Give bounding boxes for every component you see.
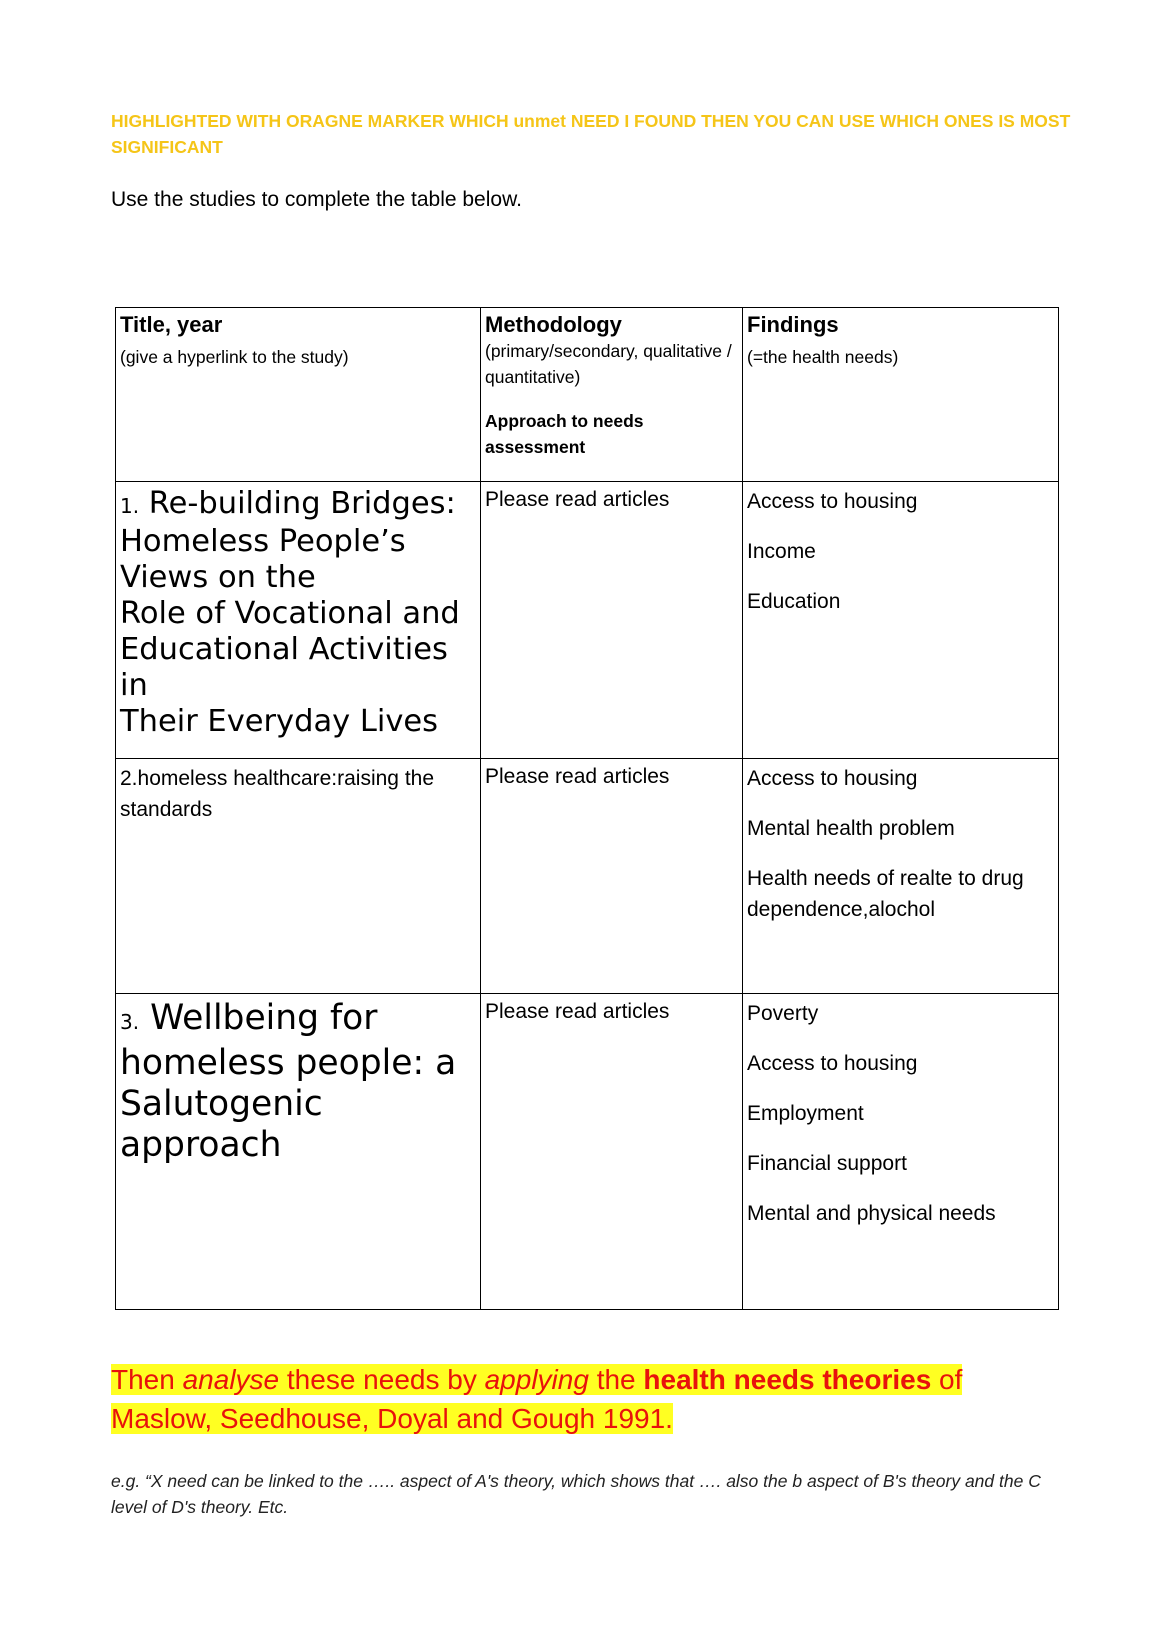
finding-item: Health needs of realte to drug dependence,alochol bbox=[747, 867, 1024, 921]
studies-table bbox=[115, 307, 1059, 1310]
methodology-cell bbox=[481, 482, 743, 759]
instruction-text: Use the studies to complete the table below. bbox=[111, 188, 522, 211]
study-number: 3. bbox=[120, 1010, 140, 1034]
finding-item: Mental health problem bbox=[747, 817, 955, 840]
table-header-row bbox=[116, 308, 1059, 482]
header-methodology-sub: (primary/secondary, qualitative / quantitative) bbox=[485, 341, 732, 387]
findings-cell bbox=[743, 482, 1059, 759]
finding-item: Mental and physical needs bbox=[747, 1202, 996, 1225]
finding-item: Access to housing bbox=[747, 1052, 918, 1075]
study-title-cell bbox=[116, 994, 481, 1310]
header-methodology: Methodology bbox=[485, 312, 622, 337]
table-row bbox=[116, 759, 1059, 994]
study-title: 2.homeless healthcare:raising the standards bbox=[120, 767, 435, 821]
header-approach: Approach to needs assessment bbox=[485, 411, 644, 457]
finding-item: Employment bbox=[747, 1102, 864, 1125]
header-findings: Findings bbox=[747, 312, 839, 337]
finding-item: Financial support bbox=[747, 1152, 907, 1175]
methodology-cell bbox=[481, 759, 743, 994]
header-findings-cell bbox=[743, 308, 1059, 482]
header-title: Title, year bbox=[120, 312, 223, 337]
methodology-cell bbox=[481, 994, 743, 1310]
header-title-sub: (give a hyperlink to the study) bbox=[120, 347, 349, 367]
study-title-cell bbox=[116, 482, 481, 759]
finding-item: Education bbox=[747, 590, 841, 613]
table-row bbox=[116, 994, 1059, 1310]
header-methodology-cell bbox=[481, 308, 743, 482]
study-number: 1. bbox=[120, 494, 140, 518]
finding-item: Access to housing bbox=[747, 767, 918, 790]
findings-cell bbox=[743, 994, 1059, 1310]
example-text: e.g. “X need can be linked to the ….. aspect of A's theory, which shows that …. also the b aspect of B's theory and the C level of D's theory. Etc. bbox=[111, 1471, 1041, 1517]
findings-cell bbox=[743, 759, 1059, 994]
study-title-cell bbox=[116, 759, 481, 994]
analysis-instruction: Then analyse these needs by applying the health needs theories of Maslow, Seedhouse, Doyal and Gough 1991. bbox=[111, 1364, 963, 1434]
finding-item: Access to housing bbox=[747, 490, 918, 513]
methodology-text: Please read articles bbox=[485, 488, 670, 511]
header-findings-sub: (=the health needs) bbox=[747, 347, 899, 367]
study-title: 3. Wellbeing for homeless people: a Salutogenic approach bbox=[120, 998, 457, 1165]
finding-item: Income bbox=[747, 540, 816, 563]
instruction-note: HIGHLIGHTED WITH ORAGNE MARKER WHICH unmet NEED I FOUND THEN YOU CAN USE WHICH ONES IS MOST SIGNIFICANT bbox=[111, 111, 1071, 157]
header-title-cell bbox=[116, 308, 481, 482]
methodology-text: Please read articles bbox=[485, 765, 670, 788]
methodology-text: Please read articles bbox=[485, 1000, 670, 1023]
table-row bbox=[116, 482, 1059, 759]
finding-item: Poverty bbox=[747, 1002, 819, 1025]
study-title: 1. Re-building Bridges: Homeless People’s Views on the Role of Vocational and Educational Activities in Their Everyday Lives bbox=[120, 486, 460, 739]
